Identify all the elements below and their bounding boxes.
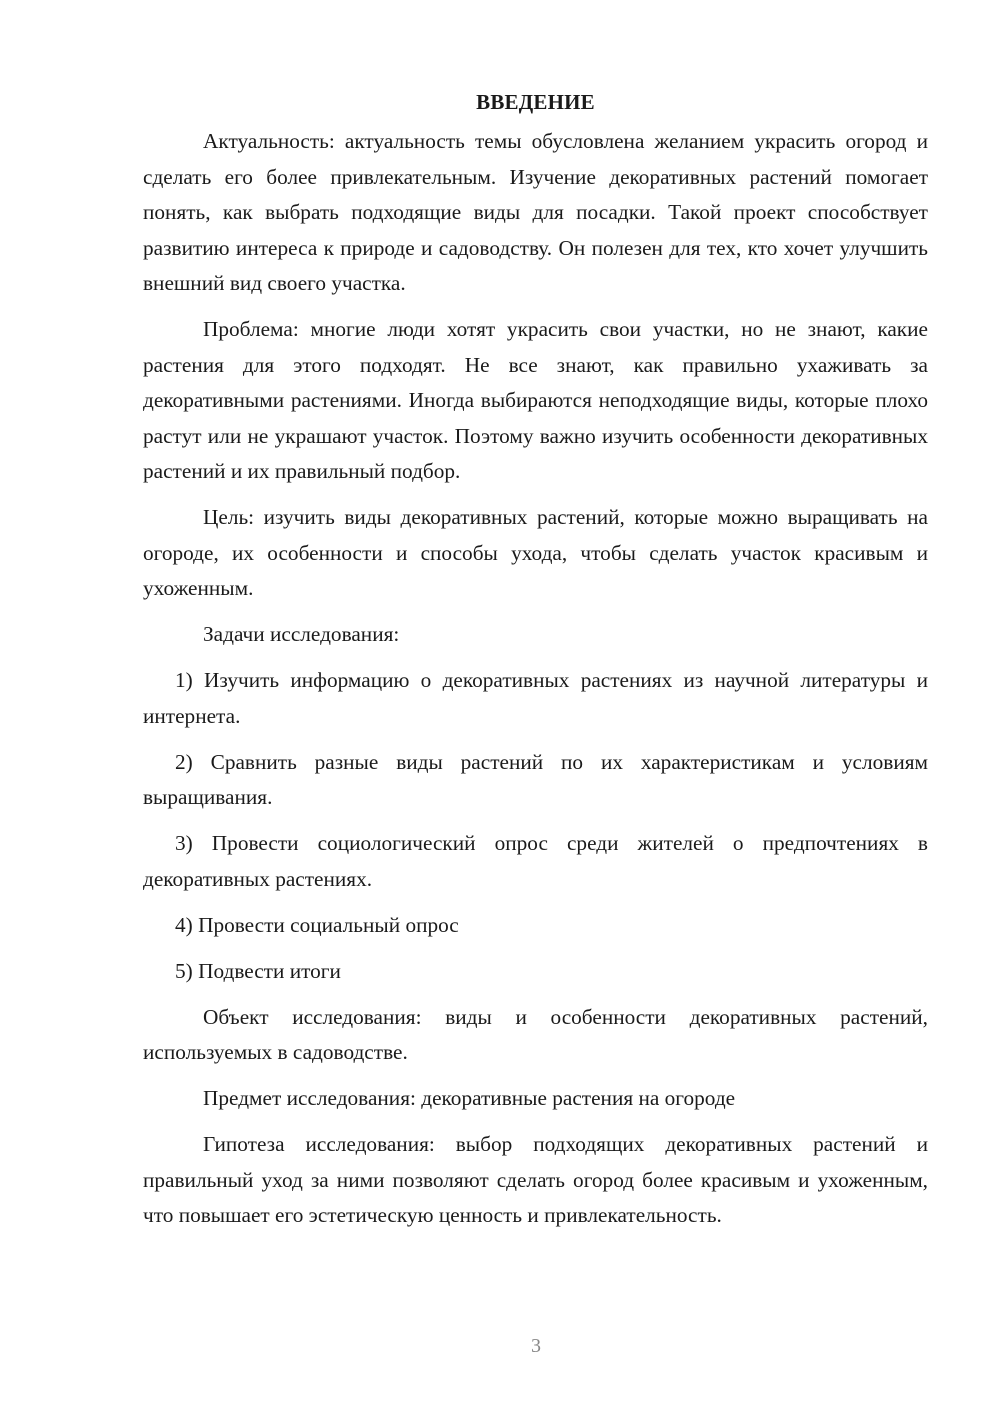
page-number: 3 (531, 1335, 541, 1357)
task-item-4: 4) Провести социальный опрос (175, 912, 459, 937)
task-item-3: 3) Провести социологический опрос среди жителей о предпочтениях в декоративных растениях. (143, 831, 928, 891)
paragraph-problem: Проблема: многие люди хотят украсить свои участки, но не знают, какие растения для этого подходят. Не все знают, как правильно ухаживать за декоративными растениями. Иногда выбираются неподходящие виды, которые плохо растут или не украшают участок. Поэтому важно изучить особенности декоративных растений и их правильный подбор. (143, 317, 928, 483)
paragraph-object: Объект исследования: виды и особенности декоративных растений, используемых в садоводстве. (143, 1004, 928, 1064)
document-title: ВВЕДЕНИЕ (476, 90, 595, 114)
task-item-2: 2) Сравнить разные виды растений по их характеристикам и условиям выращивания. (143, 749, 928, 809)
task-item-1: 1) Изучить информацию о декоративных растениях из научной литературы и интернета. (143, 668, 928, 728)
paragraph-subject: Предмет исследования: декоративные растения на огороде (203, 1086, 736, 1110)
document-page (143, 88, 928, 1244)
paragraph-relevance: Актуальность: актуальность темы обусловлена желанием украсить огород и сделать его более привлекательным. Изучение декоративных растений помогает понять, как выбрать подходящие виды для посадки. Такой проект способствует развитию интереса к природе и садоводству. Он полезен для тех, кто хочет улучшить внешний вид своего участка. (143, 129, 928, 295)
paragraph-goal: Цель: изучить виды декоративных растений, которые можно выращивать на огороде, их особенности и способы ухода, чтобы сделать участок красивым и ухоженным. (143, 505, 928, 600)
task-item-5: 5) Подвести итоги (175, 958, 341, 983)
paragraph-hypothesis: Гипотеза исследования: выбор подходящих декоративных растений и правильный уход за ними позволяют сделать огород более красивым и ухоженным, что повышает его эстетическую ценность и привлекательность. (143, 1132, 928, 1227)
paragraph-tasks-heading: Задачи исследования: (203, 622, 400, 646)
